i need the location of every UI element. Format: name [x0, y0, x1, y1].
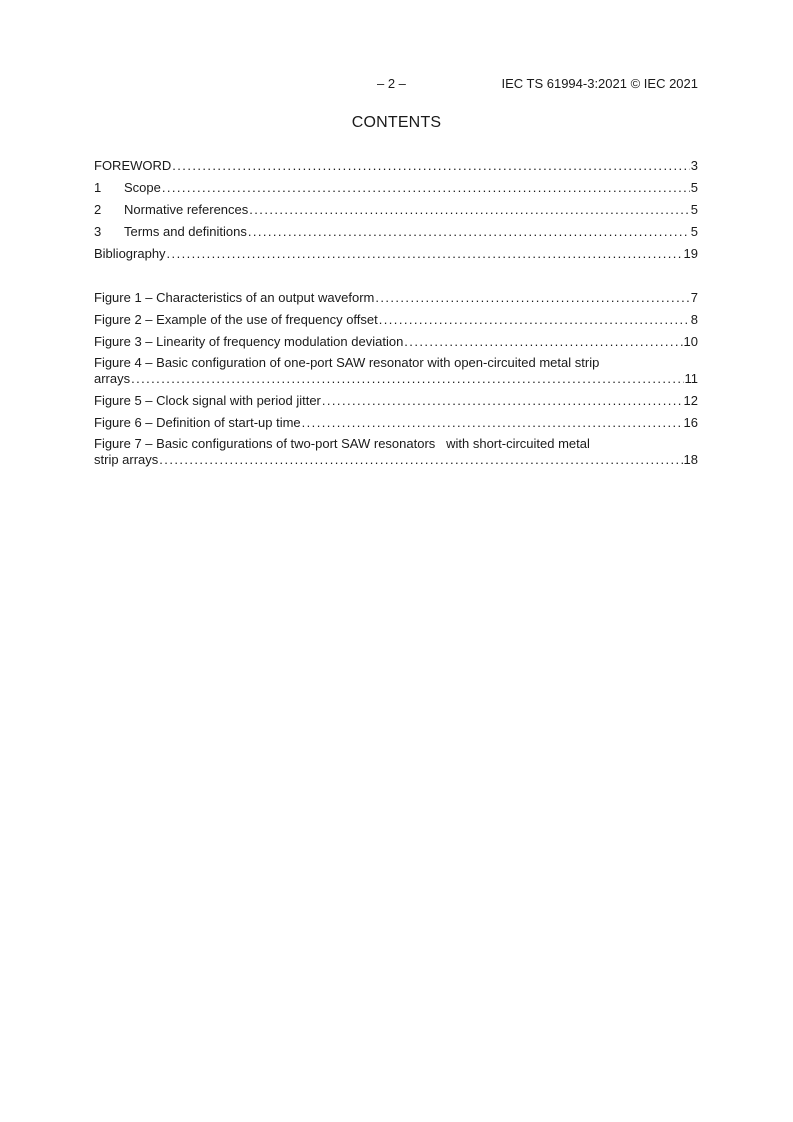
- toc-entry-page: 5: [690, 202, 698, 217]
- figure-entry-continuation: [94, 452, 698, 470]
- figure-entry-page: 12: [683, 393, 698, 408]
- table-of-contents: [94, 157, 698, 473]
- toc-leader-dots: [248, 223, 690, 241]
- toc-entry-number: 2: [94, 202, 102, 217]
- toc-entry-normative-references[interactable]: [94, 201, 698, 223]
- figure-entry-4[interactable]: [94, 355, 698, 392]
- toc-leader-dots: [162, 179, 690, 197]
- toc-leader-dots: [131, 371, 683, 387]
- toc-entry-label: FOREWORD: [94, 158, 172, 173]
- figure-entry-label-line2: arrays: [94, 371, 131, 386]
- toc-leader-dots: [159, 452, 682, 468]
- toc-entry-terms-and-definitions[interactable]: [94, 223, 698, 245]
- figure-entry-label: Figure 3 – Linearity of frequency modulation deviation: [94, 334, 404, 349]
- figure-entry-page: 7: [690, 290, 698, 305]
- toc-entry-page: 19: [683, 246, 698, 261]
- toc-leader-dots: [302, 414, 683, 432]
- figure-entry-label: Figure 2 – Example of the use of frequency offset: [94, 312, 378, 327]
- toc-entry-label: Bibliography: [94, 246, 166, 261]
- toc-leader-dots: [167, 245, 683, 263]
- toc-entry-number: 3: [94, 224, 102, 239]
- toc-leader-dots: [172, 157, 689, 175]
- toc-entry-bibliography[interactable]: [94, 245, 698, 267]
- toc-entry-label: Normative references: [124, 202, 249, 217]
- figure-entry-1[interactable]: [94, 289, 698, 311]
- toc-leader-dots: [379, 311, 690, 329]
- figure-entry-7[interactable]: [94, 436, 698, 473]
- toc-entry-label: Scope: [124, 180, 161, 195]
- figure-entry-continuation: [94, 371, 698, 389]
- figure-entry-page: 10: [683, 334, 698, 349]
- figure-entry-2[interactable]: [94, 311, 698, 333]
- contents-title: CONTENTS: [351, 114, 442, 131]
- figure-entry-label: Figure 5 – Clock signal with period jitter: [94, 393, 321, 408]
- toc-spacer: [94, 267, 698, 289]
- document-reference: IEC TS 61994-3:2021 © IEC 2021: [501, 76, 698, 91]
- page-header: [94, 76, 698, 94]
- toc-leader-dots: [249, 201, 689, 219]
- toc-leader-dots: [322, 392, 683, 410]
- figure-entry-label-line2: strip arrays: [94, 452, 159, 467]
- toc-entry-page: 3: [690, 158, 698, 173]
- figure-entry-page: 8: [690, 312, 698, 327]
- figure-entry-page: 18: [683, 452, 698, 467]
- figure-entry-label: Figure 6 – Definition of start-up time: [94, 415, 301, 430]
- figure-entry-label-line1: Figure 4 – Basic configuration of one-port SAW resonator with open-circuited metal strip: [94, 355, 600, 370]
- toc-leader-dots: [404, 333, 682, 351]
- toc-leader-dots: [375, 289, 689, 307]
- figure-entry-label: Figure 1 – Characteristics of an output waveform: [94, 290, 375, 305]
- figure-entry-label-line1: Figure 7 – Basic configurations of two-port SAW resonators with short-circuited metal: [94, 436, 590, 451]
- toc-entry-page: 5: [690, 224, 698, 239]
- figure-entry-page: 16: [683, 415, 698, 430]
- toc-entry-label: Terms and definitions: [124, 224, 247, 239]
- figure-entry-5[interactable]: [94, 392, 698, 414]
- toc-entry-foreword[interactable]: [94, 157, 698, 179]
- toc-entry-scope[interactable]: [94, 179, 698, 201]
- toc-entry-number: 1: [94, 180, 102, 195]
- figure-entry-page: 11: [684, 371, 698, 386]
- toc-entry-page: 5: [690, 180, 698, 195]
- figure-entry-6[interactable]: [94, 414, 698, 436]
- figure-entry-3[interactable]: [94, 333, 698, 355]
- page-number: – 2 –: [377, 76, 406, 91]
